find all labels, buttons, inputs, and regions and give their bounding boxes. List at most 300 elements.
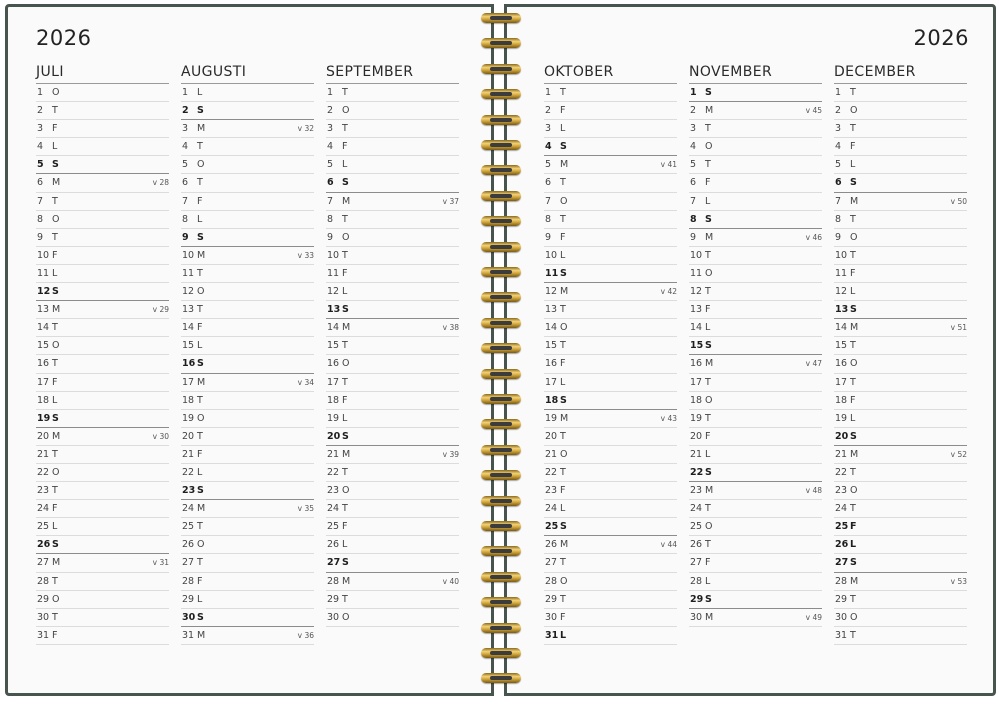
- day-number: 6: [545, 177, 552, 189]
- weekday-letter: F: [705, 304, 711, 316]
- day-row[interactable]: [834, 301, 967, 319]
- day-row[interactable]: [689, 410, 822, 428]
- day-row[interactable]: [326, 138, 459, 156]
- day-row[interactable]: [544, 428, 677, 446]
- week-number: v 42: [660, 287, 677, 297]
- day-row[interactable]: [36, 428, 169, 446]
- day-row[interactable]: [181, 428, 314, 446]
- day-row[interactable]: [36, 554, 169, 572]
- day-row[interactable]: [834, 283, 967, 301]
- day-row[interactable]: [36, 410, 169, 428]
- weekday-letter: S: [705, 593, 712, 605]
- day-row[interactable]: [326, 410, 459, 428]
- day-row[interactable]: [544, 84, 677, 102]
- day-row[interactable]: [326, 193, 459, 211]
- day-row[interactable]: [326, 428, 459, 446]
- day-number: 5: [690, 159, 697, 171]
- day-row[interactable]: [544, 355, 677, 373]
- weekday-letter: S: [197, 485, 204, 497]
- day-number: 27: [545, 557, 558, 569]
- weekday-letter: T: [342, 123, 348, 135]
- day-row[interactable]: [544, 573, 677, 591]
- day-number: 17: [37, 376, 50, 388]
- day-number: 15: [835, 340, 848, 352]
- weekday-letter: O: [705, 267, 713, 279]
- day-row[interactable]: [181, 536, 314, 554]
- day-number: 22: [835, 466, 848, 478]
- weekday-letter: O: [197, 539, 205, 551]
- day-row[interactable]: [689, 174, 822, 192]
- weekday-letter: T: [52, 195, 58, 207]
- weekday-letter: F: [52, 503, 58, 515]
- day-row[interactable]: [834, 247, 967, 265]
- day-number: 14: [545, 322, 558, 334]
- day-number: 18: [835, 394, 848, 406]
- day-row[interactable]: [544, 627, 677, 645]
- day-row[interactable]: [181, 84, 314, 102]
- weekday-letter: L: [850, 159, 856, 171]
- day-row[interactable]: [544, 319, 677, 337]
- day-row[interactable]: [326, 319, 459, 337]
- day-row[interactable]: [181, 174, 314, 192]
- day-row[interactable]: [181, 355, 314, 373]
- day-number: 18: [327, 394, 340, 406]
- day-number: 21: [327, 448, 340, 460]
- day-number: 13: [545, 304, 558, 316]
- day-row[interactable]: [544, 464, 677, 482]
- day-number: 7: [182, 195, 189, 207]
- weekday-letter: S: [705, 213, 712, 225]
- day-number: 31: [545, 629, 559, 641]
- day-number: 18: [37, 394, 50, 406]
- day-row[interactable]: [689, 482, 822, 500]
- day-row[interactable]: [36, 156, 169, 174]
- day-row[interactable]: [544, 138, 677, 156]
- day-row[interactable]: [544, 102, 677, 120]
- day-row[interactable]: [834, 500, 967, 518]
- day-row[interactable]: [834, 374, 967, 392]
- weekday-letter: T: [705, 123, 711, 135]
- weekday-letter: F: [850, 394, 856, 406]
- day-row[interactable]: [326, 518, 459, 536]
- day-row[interactable]: [689, 319, 822, 337]
- day-row[interactable]: [834, 482, 967, 500]
- day-row[interactable]: [326, 609, 459, 627]
- week-number: v 30: [152, 431, 169, 441]
- day-row[interactable]: [181, 446, 314, 464]
- day-row[interactable]: [36, 573, 169, 591]
- day-row[interactable]: [689, 428, 822, 446]
- day-row[interactable]: [689, 283, 822, 301]
- day-row[interactable]: [36, 392, 169, 410]
- day-number: 2: [182, 105, 189, 117]
- week-number: v 44: [660, 540, 677, 550]
- day-row[interactable]: [834, 446, 967, 464]
- week-number: v 53: [950, 576, 967, 586]
- day-row[interactable]: [544, 591, 677, 609]
- day-row[interactable]: [544, 174, 677, 192]
- week-number: v 47: [805, 359, 822, 369]
- weekday-letter: M: [705, 611, 714, 623]
- weekday-letter: L: [560, 503, 566, 515]
- day-row[interactable]: [834, 138, 967, 156]
- weekday-letter: T: [560, 304, 566, 316]
- day-number: 7: [327, 195, 334, 207]
- day-row[interactable]: [181, 156, 314, 174]
- day-number: 21: [835, 448, 848, 460]
- weekday-letter: L: [197, 466, 203, 478]
- day-row[interactable]: [36, 84, 169, 102]
- week-number: v 37: [442, 196, 459, 206]
- day-row[interactable]: [834, 319, 967, 337]
- day-row[interactable]: [36, 319, 169, 337]
- day-row[interactable]: [181, 301, 314, 319]
- day-row[interactable]: [326, 247, 459, 265]
- day-row[interactable]: [544, 446, 677, 464]
- weekday-letter: T: [52, 575, 58, 587]
- week-number: v 41: [660, 160, 677, 170]
- day-row[interactable]: [181, 374, 314, 392]
- day-number: 7: [545, 195, 552, 207]
- day-row[interactable]: [544, 247, 677, 265]
- day-row[interactable]: [326, 337, 459, 355]
- day-number: 17: [327, 376, 340, 388]
- day-row[interactable]: [834, 464, 967, 482]
- day-row[interactable]: [689, 536, 822, 554]
- day-row[interactable]: [181, 120, 314, 138]
- day-row[interactable]: [689, 554, 822, 572]
- day-number: 3: [327, 123, 334, 135]
- weekday-letter: M: [52, 430, 61, 442]
- day-row[interactable]: [689, 301, 822, 319]
- day-row[interactable]: [544, 374, 677, 392]
- day-row[interactable]: [326, 301, 459, 319]
- day-row[interactable]: [36, 193, 169, 211]
- day-row[interactable]: [689, 247, 822, 265]
- day-row[interactable]: [834, 410, 967, 428]
- day-row[interactable]: [326, 174, 459, 192]
- day-row[interactable]: [544, 410, 677, 428]
- day-row[interactable]: [36, 265, 169, 283]
- day-row[interactable]: [834, 265, 967, 283]
- year-label-left: 2026: [36, 26, 92, 50]
- day-number: 19: [545, 412, 558, 424]
- day-row[interactable]: [326, 446, 459, 464]
- spiral-ring: [478, 672, 524, 685]
- day-row[interactable]: [181, 518, 314, 536]
- day-row[interactable]: [326, 464, 459, 482]
- day-row[interactable]: [326, 573, 459, 591]
- day-row[interactable]: [834, 84, 967, 102]
- day-row[interactable]: [326, 554, 459, 572]
- month-title: DECEMBER: [834, 64, 967, 84]
- day-row[interactable]: [689, 609, 822, 627]
- weekday-letter: S: [197, 611, 204, 623]
- day-row[interactable]: [36, 229, 169, 247]
- day-number: 31: [835, 629, 848, 641]
- day-row[interactable]: [181, 591, 314, 609]
- day-number: 26: [37, 539, 51, 551]
- day-row[interactable]: [544, 193, 677, 211]
- spiral-ring: [478, 545, 524, 558]
- week-number: v 34: [297, 377, 314, 387]
- day-number: 24: [835, 503, 848, 515]
- day-row[interactable]: [689, 102, 822, 120]
- weekday-letter: M: [342, 322, 351, 334]
- day-number: 28: [37, 575, 50, 587]
- day-row[interactable]: [834, 428, 967, 446]
- weekday-letter: O: [560, 575, 568, 587]
- day-row[interactable]: [326, 500, 459, 518]
- day-number: 3: [182, 123, 189, 135]
- day-row[interactable]: [181, 500, 314, 518]
- day-row[interactable]: [834, 120, 967, 138]
- day-row[interactable]: [181, 102, 314, 120]
- day-number: 8: [690, 213, 697, 225]
- day-row[interactable]: [181, 464, 314, 482]
- weekday-letter: F: [560, 231, 566, 243]
- day-row[interactable]: [326, 283, 459, 301]
- day-row[interactable]: [326, 229, 459, 247]
- weekday-letter: T: [342, 376, 348, 388]
- day-row[interactable]: [181, 138, 314, 156]
- day-row[interactable]: [181, 229, 314, 247]
- day-row[interactable]: [326, 355, 459, 373]
- day-number: 21: [545, 448, 558, 460]
- day-row[interactable]: [181, 627, 314, 645]
- day-row[interactable]: [834, 609, 967, 627]
- day-row[interactable]: [36, 355, 169, 373]
- day-row[interactable]: [181, 482, 314, 500]
- spiral-ring: [478, 418, 524, 431]
- day-row[interactable]: [689, 518, 822, 536]
- day-row[interactable]: [36, 211, 169, 229]
- day-number: 5: [37, 159, 44, 171]
- day-row[interactable]: [326, 265, 459, 283]
- day-number: 24: [690, 503, 703, 515]
- day-row[interactable]: [181, 283, 314, 301]
- day-row[interactable]: [181, 392, 314, 410]
- weekday-letter: L: [850, 286, 856, 298]
- day-row[interactable]: [326, 482, 459, 500]
- weekday-letter: M: [850, 195, 859, 207]
- day-row[interactable]: [689, 374, 822, 392]
- day-row[interactable]: [326, 156, 459, 174]
- weekday-letter: O: [52, 340, 60, 352]
- day-row[interactable]: [36, 102, 169, 120]
- day-number: 27: [327, 557, 341, 569]
- weekday-letter: T: [342, 87, 348, 98]
- month-title: NOVEMBER: [689, 64, 822, 84]
- weekday-letter: T: [560, 340, 566, 352]
- weekday-letter: T: [197, 304, 203, 316]
- day-row[interactable]: [181, 247, 314, 265]
- weekday-letter: S: [342, 304, 349, 316]
- spiral-ring: [478, 495, 524, 508]
- day-row[interactable]: [36, 464, 169, 482]
- day-row[interactable]: [689, 573, 822, 591]
- day-row[interactable]: [36, 518, 169, 536]
- weekday-letter: F: [705, 177, 711, 189]
- day-row[interactable]: [326, 102, 459, 120]
- day-row[interactable]: [181, 573, 314, 591]
- day-row[interactable]: [544, 265, 677, 283]
- day-row[interactable]: [689, 211, 822, 229]
- weekday-letter: T: [705, 539, 711, 551]
- day-row[interactable]: [326, 591, 459, 609]
- day-row[interactable]: [326, 374, 459, 392]
- day-row[interactable]: [544, 229, 677, 247]
- day-row[interactable]: [834, 229, 967, 247]
- day-row[interactable]: [326, 120, 459, 138]
- day-row[interactable]: [36, 374, 169, 392]
- weekday-letter: T: [705, 376, 711, 388]
- day-row[interactable]: [544, 609, 677, 627]
- day-number: 17: [835, 376, 848, 388]
- day-row[interactable]: [36, 536, 169, 554]
- day-row[interactable]: [181, 410, 314, 428]
- day-row[interactable]: [834, 591, 967, 609]
- day-row[interactable]: [36, 627, 169, 645]
- weekday-letter: T: [197, 141, 203, 153]
- day-row[interactable]: [544, 156, 677, 174]
- day-row[interactable]: [834, 554, 967, 572]
- weekday-letter: S: [197, 105, 204, 117]
- day-row[interactable]: [326, 84, 459, 102]
- day-row[interactable]: [544, 337, 677, 355]
- day-row[interactable]: [689, 156, 822, 174]
- day-row[interactable]: [689, 500, 822, 518]
- day-row[interactable]: [544, 392, 677, 410]
- day-number: 26: [545, 539, 558, 551]
- day-number: 14: [835, 322, 848, 334]
- day-row[interactable]: [689, 265, 822, 283]
- day-number: 26: [182, 539, 195, 551]
- day-row[interactable]: [689, 138, 822, 156]
- spiral-ring: [478, 444, 524, 457]
- day-row[interactable]: [834, 174, 967, 192]
- day-row[interactable]: [689, 120, 822, 138]
- day-row[interactable]: [544, 500, 677, 518]
- day-row[interactable]: [36, 247, 169, 265]
- day-row[interactable]: [544, 211, 677, 229]
- day-number: 2: [37, 105, 44, 117]
- day-row[interactable]: [544, 518, 677, 536]
- day-number: 3: [835, 123, 842, 135]
- weekday-letter: S: [560, 521, 567, 533]
- day-row[interactable]: [544, 536, 677, 554]
- weekday-letter: T: [560, 593, 566, 605]
- day-row[interactable]: [36, 301, 169, 319]
- weekday-letter: F: [705, 430, 711, 442]
- day-row[interactable]: [689, 229, 822, 247]
- weekday-letter: L: [197, 593, 203, 605]
- day-row[interactable]: [834, 156, 967, 174]
- weekday-letter: O: [197, 159, 205, 171]
- day-row[interactable]: [834, 536, 967, 554]
- day-row[interactable]: [689, 84, 822, 102]
- day-row[interactable]: [834, 627, 967, 645]
- day-row[interactable]: [834, 211, 967, 229]
- day-number: 4: [37, 141, 44, 153]
- day-number: 20: [327, 430, 341, 442]
- day-row[interactable]: [181, 211, 314, 229]
- day-number: 11: [835, 267, 848, 279]
- day-row[interactable]: [326, 211, 459, 229]
- day-row[interactable]: [36, 446, 169, 464]
- day-row[interactable]: [36, 482, 169, 500]
- weekday-letter: S: [850, 304, 857, 316]
- day-row[interactable]: [834, 573, 967, 591]
- day-row[interactable]: [689, 337, 822, 355]
- day-row[interactable]: [689, 193, 822, 211]
- day-number: 1: [327, 87, 334, 98]
- weekday-letter: T: [560, 466, 566, 478]
- day-row[interactable]: [36, 174, 169, 192]
- day-row[interactable]: [834, 337, 967, 355]
- day-number: 7: [690, 195, 697, 207]
- weekday-letter: L: [560, 376, 566, 388]
- day-row[interactable]: [544, 301, 677, 319]
- day-number: 9: [690, 231, 697, 243]
- day-row[interactable]: [544, 120, 677, 138]
- day-row[interactable]: [544, 554, 677, 572]
- day-row[interactable]: [834, 355, 967, 373]
- day-row[interactable]: [181, 554, 314, 572]
- day-row[interactable]: [689, 464, 822, 482]
- day-row[interactable]: [181, 319, 314, 337]
- day-row[interactable]: [181, 265, 314, 283]
- day-row[interactable]: [326, 392, 459, 410]
- day-number: 10: [182, 249, 195, 261]
- day-row[interactable]: [181, 193, 314, 211]
- weekday-letter: S: [197, 231, 204, 243]
- day-row[interactable]: [326, 536, 459, 554]
- day-row[interactable]: [689, 392, 822, 410]
- day-row[interactable]: [36, 138, 169, 156]
- day-row[interactable]: [834, 102, 967, 120]
- day-number: 29: [182, 593, 195, 605]
- day-number: 12: [835, 286, 848, 298]
- day-row[interactable]: [36, 500, 169, 518]
- week-number: v 33: [297, 250, 314, 260]
- weekday-letter: T: [705, 249, 711, 261]
- weekday-letter: T: [52, 358, 58, 370]
- day-row[interactable]: [689, 591, 822, 609]
- day-row[interactable]: [834, 518, 967, 536]
- day-row[interactable]: [36, 337, 169, 355]
- day-row[interactable]: [36, 591, 169, 609]
- spiral-ring: [478, 164, 524, 177]
- day-number: 10: [835, 249, 848, 261]
- weekday-letter: F: [705, 557, 711, 569]
- day-row[interactable]: [689, 355, 822, 373]
- day-row[interactable]: [181, 609, 314, 627]
- day-row[interactable]: [36, 609, 169, 627]
- day-row[interactable]: [689, 446, 822, 464]
- day-row[interactable]: [544, 482, 677, 500]
- day-number: 30: [690, 611, 703, 623]
- day-number: 23: [327, 485, 340, 497]
- day-row[interactable]: [36, 120, 169, 138]
- day-number: 15: [37, 340, 50, 352]
- day-row[interactable]: [36, 283, 169, 301]
- day-row[interactable]: [544, 283, 677, 301]
- day-row[interactable]: [834, 392, 967, 410]
- day-row[interactable]: [181, 337, 314, 355]
- day-number: 12: [545, 286, 558, 298]
- day-row[interactable]: [834, 193, 967, 211]
